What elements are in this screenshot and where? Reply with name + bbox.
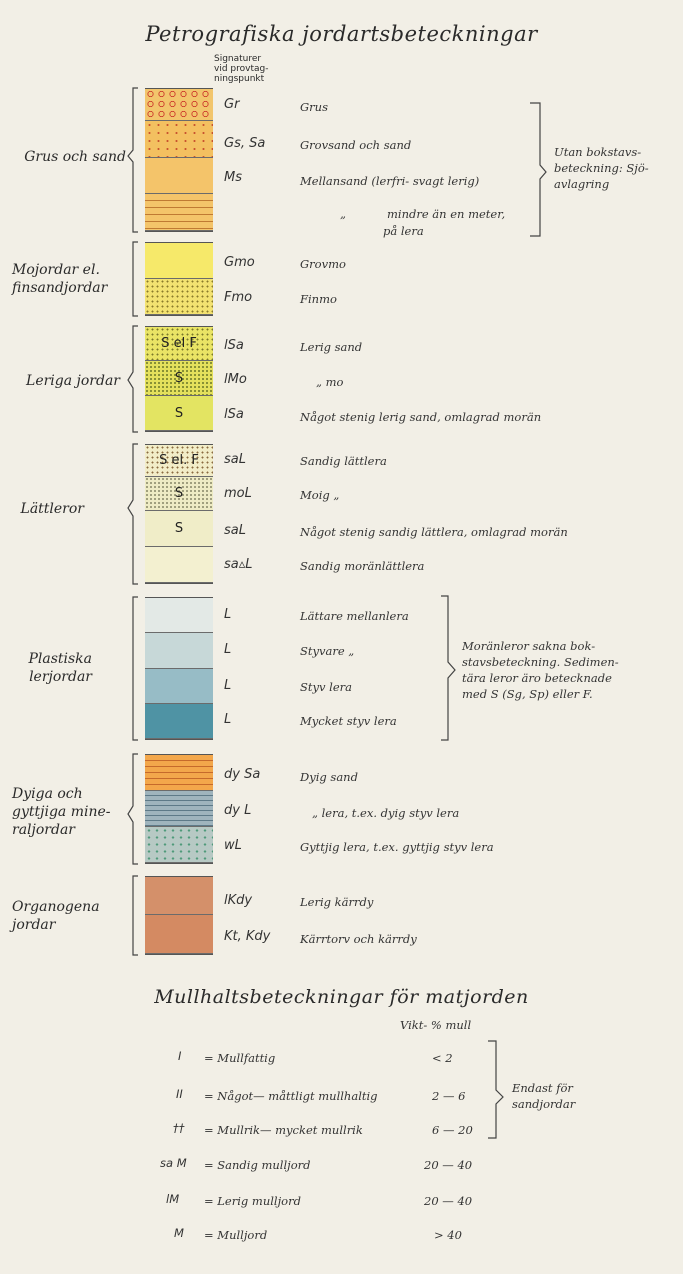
signature-header-line: Signaturer [214, 54, 262, 64]
code-ms: Ms [224, 170, 242, 185]
group-label-line: Dyiga och [12, 786, 83, 802]
code-lmo: lMo [224, 372, 247, 387]
group-bracket [128, 88, 138, 232]
page-title: Petrografiska jordartsbeteckningar [145, 22, 538, 46]
mull-desc: = Lerig mulljord [204, 1194, 301, 1208]
mull-desc: = Något— måttligt mullhaltig [204, 1089, 378, 1103]
desc-mindre: mindre än en meter, [387, 207, 506, 221]
desc-mol: Moig „ [300, 488, 340, 502]
desc-saal: Sandig moränlättlera [300, 559, 425, 573]
mull-desc: = Mullfattig [204, 1051, 276, 1065]
note-line: tära leror äro betecknade [462, 671, 612, 685]
desc-sal: Sandig lättlera [300, 454, 387, 468]
desc-l2: Styvare „ [300, 644, 355, 658]
code-gs: Gs, Sa [224, 136, 266, 151]
code-fmo: Fmo [224, 290, 253, 305]
code-lkdy: lKdy [224, 893, 253, 908]
signature-cell-lkdy [145, 877, 213, 915]
desc-ditto: „ [340, 207, 346, 221]
mull-val: 20 — 40 [424, 1158, 473, 1172]
desc-l3: Styv lera [300, 680, 352, 694]
mull-val: 2 — 6 [432, 1089, 466, 1103]
mull-sym: I [178, 1049, 182, 1063]
note-line: avlagring [554, 177, 610, 191]
signature-cell-fmo [145, 279, 213, 315]
signature-cell-l3 [145, 669, 213, 704]
mull-val: 6 — 20 [432, 1123, 473, 1137]
signature-cell-sal: S el. F [145, 445, 213, 477]
mull-sym: sa M [160, 1156, 187, 1170]
group-label-line: gyttjiga mine- [12, 804, 111, 820]
signature-cell-gs [145, 121, 213, 158]
code-gr: Gr [224, 97, 240, 112]
signature-cell-l1 [145, 598, 213, 633]
code-saal: sa▵L [224, 557, 253, 572]
note-brace-endast [488, 1041, 503, 1138]
desc-lsa: Lerig sand [300, 340, 363, 354]
note-line: med S (Sg, Sp) eller F. [462, 687, 593, 701]
desc-ktkdy: Kärrtorv och kärrdy [300, 932, 417, 946]
signature-cell-saal [145, 547, 213, 583]
signature-cell-lsa: S el F [145, 327, 213, 361]
group-label-line: jordar [12, 917, 56, 933]
desc-lsa-moran: Något stenig lerig sand, omlagrad morän [300, 410, 542, 424]
group-label-line: raljordar [12, 822, 75, 838]
mull-sym: M [174, 1226, 184, 1240]
group-label-line: Plastiska [28, 651, 92, 667]
group-bracket [133, 876, 138, 955]
group-bracket [133, 242, 138, 316]
mull-sym: lM [166, 1192, 180, 1206]
note-moranleror [462, 638, 677, 702]
signature-cell-dysa [145, 755, 213, 791]
group-label-grus: Grus och sand [24, 149, 126, 165]
mull-val: > 40 [434, 1228, 462, 1242]
signature-header-line: ningspunkt [214, 74, 265, 84]
mull-desc: = Sandig mulljord [204, 1158, 311, 1172]
note-line: Moränleror sakna bok- [462, 639, 596, 653]
note-line: Endast för [512, 1081, 573, 1095]
note-line: Utan bokstavs- [554, 145, 642, 159]
signature-cell-lines [145, 194, 213, 231]
desc-gr: Grus [300, 100, 328, 114]
group-label-line: finsandjordar [12, 280, 108, 296]
group-label-lattleror: Lättleror [20, 501, 84, 517]
signature-cell-dyl [145, 791, 213, 827]
desc-fmo: Finmo [300, 292, 337, 306]
note-line: sandjordar [512, 1097, 576, 1111]
group-label-line: Organogena [12, 899, 100, 915]
code-lsa-moran: lSa [224, 407, 244, 422]
code-lsa: lSa [224, 338, 244, 353]
desc-gmo: Grovmo [300, 257, 346, 271]
mull-val: < 2 [432, 1051, 453, 1065]
desc-lkdy: Lerig kärrdy [300, 895, 374, 909]
code-dysa: dy Sa [224, 767, 261, 782]
code-ktkdy: Kt, Kdy [224, 929, 271, 944]
signature-cell-l4 [145, 704, 213, 739]
signature-cell-ms [145, 158, 213, 194]
group-bracket [128, 444, 138, 584]
code-l2: L [224, 642, 232, 657]
mull-header: Vikt- % mull [400, 1018, 472, 1032]
code-l1: L [224, 607, 232, 622]
desc-gs: Grovsand och sand [300, 138, 412, 152]
desc-l4: Mycket styv lera [300, 714, 397, 728]
signature-cell-gmo [145, 243, 213, 279]
group-label-line: Mojordar el. [12, 262, 100, 278]
signature-cell-l2 [145, 633, 213, 669]
desc-dysa: Dyig sand [300, 770, 358, 784]
group-label-leriga: Leriga jordar [26, 373, 120, 389]
mull-title: Mullhaltsbeteckningar för matjorden [154, 986, 529, 1008]
desc-sal-moran: Något stenig sandig lättlera, omlagrad morän [300, 525, 568, 539]
group-bracket [128, 326, 138, 432]
code-wl: wL [224, 838, 242, 853]
code-mol: moL [224, 486, 252, 501]
signature-cell-lsa-moran: S [145, 396, 213, 431]
mull-val: 20 — 40 [424, 1194, 473, 1208]
note-brace-sjo [530, 103, 546, 236]
desc-lmo: „ mo [316, 375, 344, 389]
mull-desc: = Mulljord [204, 1228, 268, 1242]
desc-pa-lera: på lera [383, 224, 424, 238]
mull-sym: †† [173, 1121, 185, 1135]
desc-dyl: „ lera, t.ex. dyig styv lera [312, 806, 460, 820]
signature-cell-lmo: S [145, 361, 213, 396]
mull-sym: II [176, 1087, 183, 1101]
signature-cell-ktkdy [145, 915, 213, 954]
group-bracket [128, 754, 138, 864]
code-gmo: Gmo [224, 255, 255, 270]
desc-ms: Mellansand (lerfri- svagt lerig) [300, 174, 480, 188]
mull-desc: = Mullrik— mycket mullrik [204, 1123, 363, 1137]
group-label-line: lerjordar [29, 669, 92, 685]
signature-cell-wl [145, 827, 213, 863]
signature-cell-sal-moran: S [145, 511, 213, 547]
code-l4: L [224, 712, 232, 727]
signature-cell-gr [145, 89, 213, 121]
signature-header-line: vid provtag- [214, 64, 269, 74]
note-line: beteckning: Sjö- [554, 161, 649, 175]
code-sal-moran: saL [224, 523, 246, 538]
note-sjoavlagring [554, 144, 679, 192]
note-brace-moran [441, 596, 455, 740]
desc-l1: Lättare mellanlera [300, 609, 409, 623]
note-line: stavsbeteckning. Sedimen- [462, 655, 619, 669]
desc-wl: Gyttjig lera, t.ex. gyttjig styv lera [300, 840, 494, 854]
note-endast [512, 1080, 602, 1112]
code-sal: saL [224, 452, 246, 467]
group-bracket [133, 597, 138, 740]
signature-cell-mol: S [145, 477, 213, 511]
code-l3: L [224, 678, 232, 693]
code-dyl: dy L [224, 803, 252, 818]
